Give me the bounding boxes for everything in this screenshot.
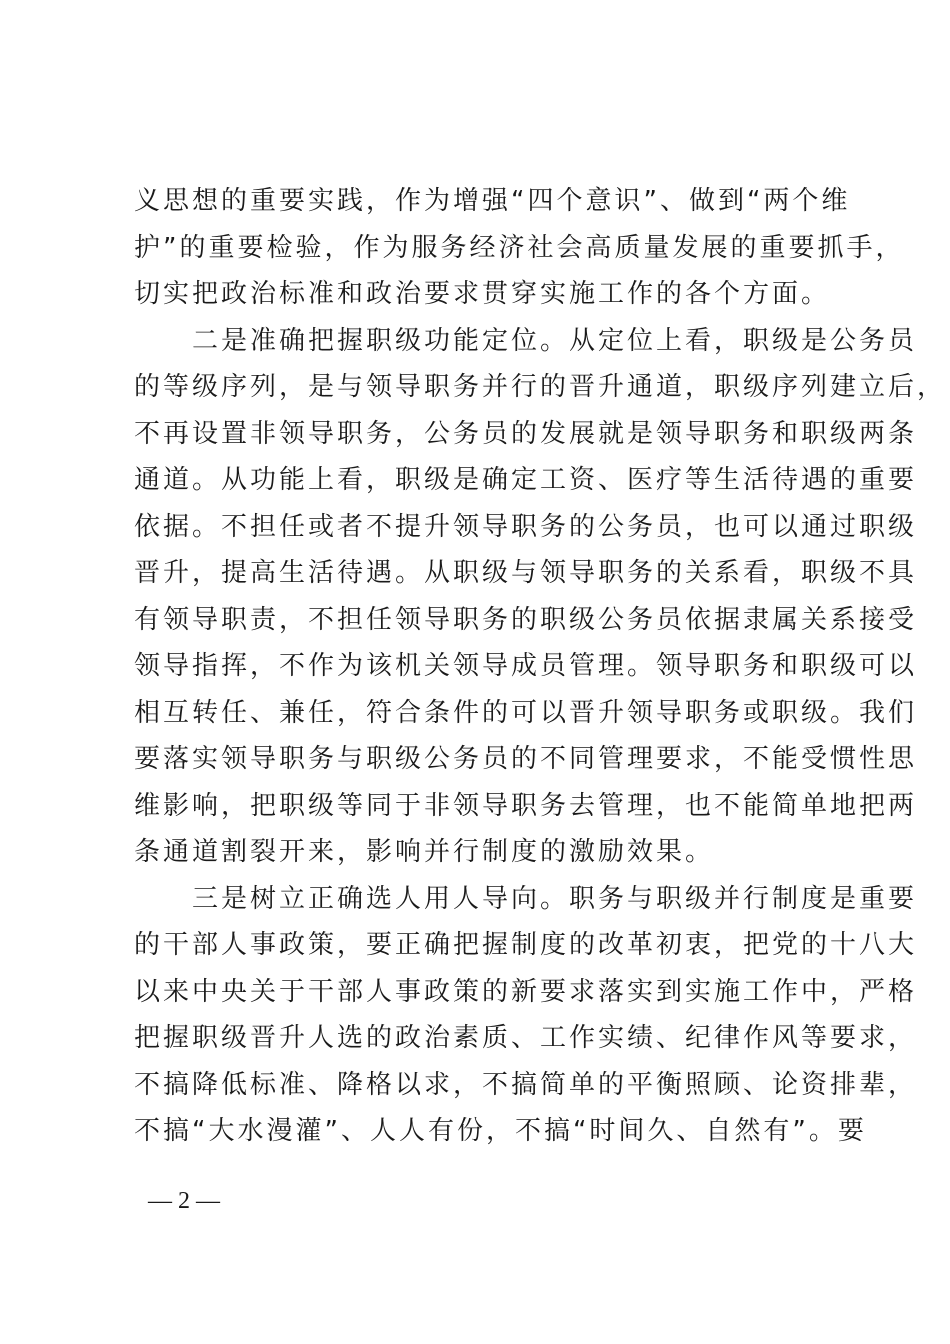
text-line: 不搞“大水漫灌”、人人有份，不搞“时间久、自然有”。要 <box>134 1116 867 1146</box>
text-line: 把握职级晋升人选的政治素质、工作实绩、纪律作风等要求， <box>134 1023 918 1053</box>
text-line: 依据。不担任或者不提升领导职务的公务员，也可以通过职级 <box>134 511 918 542</box>
text-line: 维影响，把职级等同于非领导职务去管理，也不能简单地把两 <box>134 790 918 821</box>
page-number: — 2 — <box>148 1188 220 1214</box>
text-line: 的干部人事政策，要正确把握制度的改革初衷，把党的十八大 <box>134 930 918 960</box>
text-line: 有领导职责，不担任领导职务的职级公务员依据隶属关系接受 <box>134 604 918 635</box>
text-line: 要落实领导职务与职级公务员的不同管理要求，不能受惯性思 <box>134 744 918 774</box>
text-line: 不再设置非领导职务，公务员的发展就是领导职务和职级两条 <box>134 418 918 449</box>
text-line: 护”的重要检验，作为服务经济社会高质量发展的重要抓手， <box>134 232 905 263</box>
text-line: 相互转任、兼任，符合条件的可以晋升领导职务或职级。我们 <box>134 697 918 728</box>
text-line: 不搞降低标准、降格以求，不搞简单的平衡照顾、论资排辈， <box>134 1069 918 1100</box>
text-line: 的等级序列，是与领导职务并行的晋升通道，职级序列建立后， <box>134 372 947 402</box>
text-line: 切实把政治标准和政治要求贯穿实施工作的各个方面。 <box>134 279 831 309</box>
paragraph-1 <box>134 178 905 318</box>
text-line: 通道。从功能上看，职级是确定工资、医疗等生活待遇的重要 <box>134 465 918 495</box>
paragraph-3 <box>134 876 918 1155</box>
paragraph-2 <box>134 318 947 876</box>
text-line: 以来中央关于干部人事政策的新要求落实到实施工作中，严格 <box>134 976 918 1007</box>
text-line: 三是树立正确选人用人导向。职务与职级并行制度是重要 <box>134 883 918 914</box>
text-line: 晋升，提高生活待遇。从职级与领导职务的关系看，职级不具 <box>134 558 918 588</box>
text-line: 条通道割裂开来，影响并行制度的激励效果。 <box>134 837 715 867</box>
text-line: 义思想的重要实践，作为增强“四个意识”、做到“两个维 <box>134 186 851 216</box>
text-line: 二是准确把握职级功能定位。从定位上看，职级是公务员 <box>134 325 918 356</box>
text-line: 领导指挥，不作为该机关领导成员管理。领导职务和职级可以 <box>134 651 918 681</box>
body-text <box>134 178 947 1155</box>
